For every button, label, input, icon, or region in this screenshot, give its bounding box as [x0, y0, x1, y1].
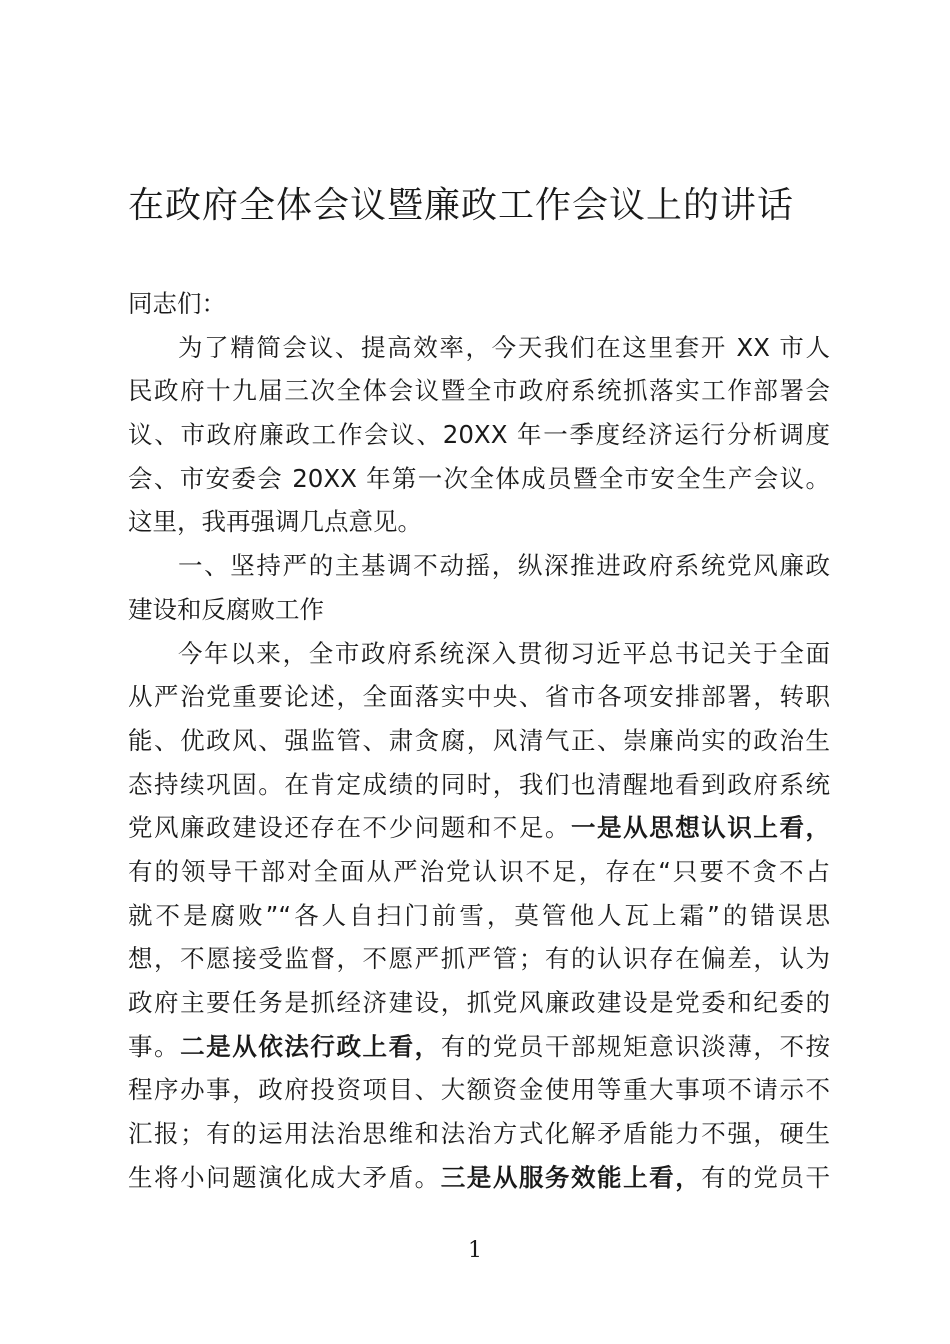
paragraph-line — [128, 1025, 830, 1069]
paragraph-line: 程序办事，政府投资项目、大额资金使用等重大事项不请示不 — [128, 1075, 830, 1105]
bold-point-one: 一是从思想认识上看， — [570, 813, 830, 843]
section-heading-line: 一、坚持严的主基调不动摇，纵深推进政府系统党风廉政 — [178, 551, 830, 581]
paragraph-text: 党风廉政建设还存在不少问题和不足。 — [128, 813, 571, 843]
paragraph-text: 生将小问题演化成大矛盾。 — [128, 1162, 441, 1192]
paragraph-line — [128, 806, 830, 850]
paragraph-line: 政府主要任务是抓经济建设，抓党风廉政建设是党委和纪委的 — [128, 988, 830, 1017]
paragraph-line: 汇报；有的运用法治思维和法治方式化解矛盾能力不强，硬生 — [128, 1119, 830, 1149]
paragraph-line: 想，不愿接受监督，不愿严抓严管；有的认识存在偏差，认为 — [128, 944, 830, 974]
paragraph-line: 从严治党重要论述，全面落实中央、省市各项安排部署，转职 — [128, 682, 830, 712]
paragraph-text: 有的党员干部规矩意识淡薄，不按 — [440, 1031, 830, 1061]
paragraph-line: 态持续巩固。在肯定成绩的同时，我们也清醒地看到政府系统 — [128, 769, 830, 799]
paragraph-line — [128, 1156, 830, 1200]
document-body — [128, 282, 830, 1199]
paragraph-line: 为了精简会议、提高效率，今天我们在这里套开 XX 市人 — [178, 332, 830, 362]
paragraph-line: 议、市政府廉政工作会议、20XX 年一季度经济运行分析调度 — [128, 420, 830, 450]
section-heading-line: 建设和反腐败工作 — [128, 594, 324, 624]
paragraph-text: 有的党员干 — [701, 1162, 830, 1192]
paragraph-line: 会、市安委会 20XX 年第一次全体成员暨全市安全生产会议。 — [128, 463, 830, 493]
paragraph-line: 能、优政风、强监管、肃贪腐，风清气正、崇廉尚实的政治生 — [128, 725, 830, 755]
salutation: 同志们： — [128, 289, 226, 318]
bold-point-three: 三是从服务效能上看， — [440, 1162, 702, 1192]
paragraph-text: 事。 — [128, 1031, 181, 1061]
paragraph-line: 民政府十九届三次全体会议暨全市政府系统抓落实工作部署会 — [128, 376, 830, 406]
bold-point-two: 二是从依法行政上看， — [180, 1031, 441, 1061]
paragraph-line: 就不是腐败”“各人自扫门前雪，莫管他人瓦上霜”的错误思 — [128, 900, 830, 930]
paragraph-line: 有的领导干部对全面从严治党认识不足，存在“只要不贪不占 — [128, 856, 830, 886]
paragraph-line: 这里，我再强调几点意见。 — [128, 507, 422, 537]
page-number: 1 — [468, 1238, 482, 1263]
page-title: 在政府全体会议暨廉政工作会议上的讲话 — [128, 185, 795, 226]
paragraph-line: 今年以来，全市政府系统深入贯彻习近平总书记关于全面 — [178, 638, 830, 668]
